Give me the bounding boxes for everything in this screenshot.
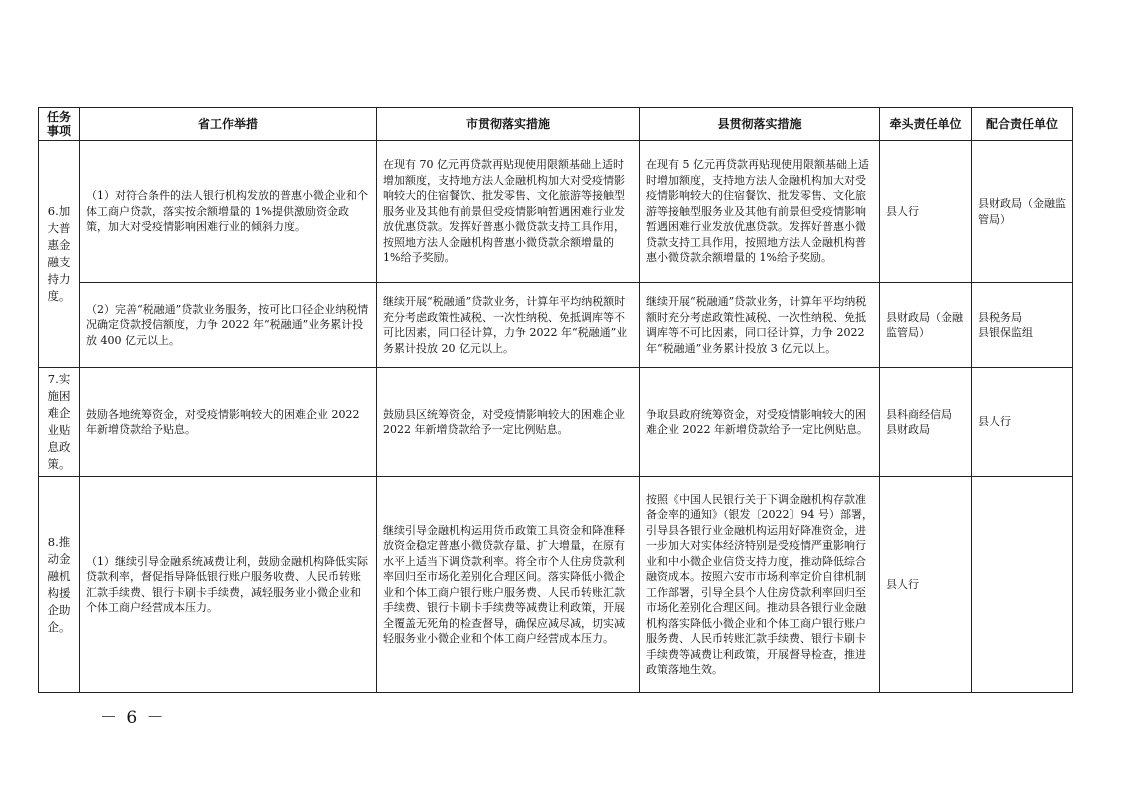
lead-unit: 县人行: [880, 477, 972, 693]
header-city: 市贯彻落实措施: [377, 108, 640, 141]
policy-table: [38, 107, 1073, 693]
header-task: 任务事项: [39, 108, 80, 141]
city-measure: 继续开展“税融通”贷款业务，计算年平均纳税额时充分考虑政策性减税、一次性纳税、免抵调库等不可比因素，同口径计算，力争 2022 年“税融通”业务累计投放 20 亿元以上。: [377, 283, 640, 368]
coop-unit: 县人行: [972, 368, 1073, 477]
coop-unit: 县税务局 县银保监组: [972, 283, 1073, 368]
header-coop: 配合责任单位: [972, 108, 1073, 141]
header-county: 县贯彻落实措施: [640, 108, 880, 141]
table-row: [39, 141, 1073, 283]
task-8-name: 8.推动金融机构援企助企。: [39, 477, 80, 693]
city-measure: 继续引导金融机构运用货币政策工具资金和降准释放资金稳定普惠小微贷款存量、扩大增量，在原有水平上适当下调贷款利率。将全市个人住房贷款利率回归至市场化差别化合理区间。落实降低小微企业和个体工商户银行账户服务费、人民币转账汇款手续费、银行卡刷卡手续费等减费让利政策，开展全覆盖无死角的检查督导，确保应减尽减，切实减轻服务业小微企业和个体工商户经营成本压力。: [377, 477, 640, 693]
table-row: [39, 368, 1073, 477]
coop-unit: 县财政局（金融监管局）: [972, 141, 1073, 283]
county-measure: 在现有 5 亿元再贷款再贴现使用限额基础上适时增加额度，支持地方法人金融机构加大对受疫情影响较大的住宿餐饮、批发零售、文化旅游等接触型服务业及其他有前景但受疫情影响暂遇困难行业发放优惠贷款。发挥好普惠小微贷款支持工具作用，按照地方法人金融机构普惠小微贷款余额增量的 1%给予奖励。: [640, 141, 880, 283]
lead-unit: 县科商经信局 县财政局: [880, 368, 972, 477]
page-number: － 6 －: [100, 708, 166, 728]
header-province: 省工作举措: [80, 108, 377, 141]
city-measure: 鼓励县区统筹资金，对受疫情影响较大的困难企业 2022 年新增贷款给予一定比例贴息。: [377, 368, 640, 477]
header-lead: 牵头责任单位: [880, 108, 972, 141]
province-measure: （1）继续引导金融系统减费让利，鼓励金融机构降低实际贷款利率，督促指导降低银行账户服务收费、人民币转账汇款手续费、银行卡刷卡手续费，减轻服务业小微企业和个体工商户经营成本压力。: [80, 477, 377, 693]
province-measure: （2）完善“税融通”贷款业务服务，按可比口径企业纳税情况确定贷款授信额度，力争 2022 年“税融通”业务累计投放 400 亿元以上。: [80, 283, 377, 368]
task-6-name: 6.加大普惠金融支持力度。: [39, 141, 80, 368]
county-measure: 按照《中国人民银行关于下调金融机构存款准备金率的通知》（银发〔2022〕94 号）部署，引导县各银行业金融机构运用好降准资金，进一步加大对实体经济特别是受疫情严重影响行业和中小微企业信贷支持力度，推动降低综合融资成本。按照六安市市场利率定价自律机制工作部署，引导全县个人住房贷款利率回归至市场化差别化合理区间。推动县各银行业金融机构落实降低小微企业和个体工商户银行账户服务费、人民币转账汇款手续费、银行卡刷卡手续费等减费让利政策，开展督导检查，推进政策落地生效。: [640, 477, 880, 693]
lead-unit: 县人行: [880, 141, 972, 283]
city-measure: 在现有 70 亿元再贷款再贴现使用限额基础上适时增加额度，支持地方法人金融机构加大对受疫情影响较大的住宿餐饮、批发零售、文化旅游等接触型服务业及其他有前景但受疫情影响暂遇困难行业发放优惠贷款。发挥好普惠小微贷款支持工具作用，按照地方法人金融机构普惠小微贷款余额增量的 1%给予奖励。: [377, 141, 640, 283]
table-row: [39, 477, 1073, 693]
lead-unit: 县财政局（金融监管局）: [880, 283, 972, 368]
county-measure: 争取县政府统筹资金，对受疫情影响较大的困难企业 2022 年新增贷款给予一定比例贴息。: [640, 368, 880, 477]
task-7-name: 7.实施困难企业贴息政策。: [39, 368, 80, 477]
coop-unit: [972, 477, 1073, 693]
county-measure: 继续开展“税融通”贷款业务，计算年平均纳税额时充分考虑政策性减税、一次性纳税、免抵调库等不可比因素，同口径计算，力争 2022 年“税融通”业务累计投放 3 亿元以上。: [640, 283, 880, 368]
table-row: [39, 283, 1073, 368]
table-header-row: [39, 108, 1073, 141]
province-measure: （1）对符合条件的法人银行机构发放的普惠小微企业和个体工商户贷款，落实按余额增量的 1%提供激励资金政策，加大对受疫情影响困难行业的倾斜力度。: [80, 141, 377, 283]
province-measure: 鼓励各地统筹资金，对受疫情影响较大的困难企业 2022 年新增贷款给予贴息。: [80, 368, 377, 477]
